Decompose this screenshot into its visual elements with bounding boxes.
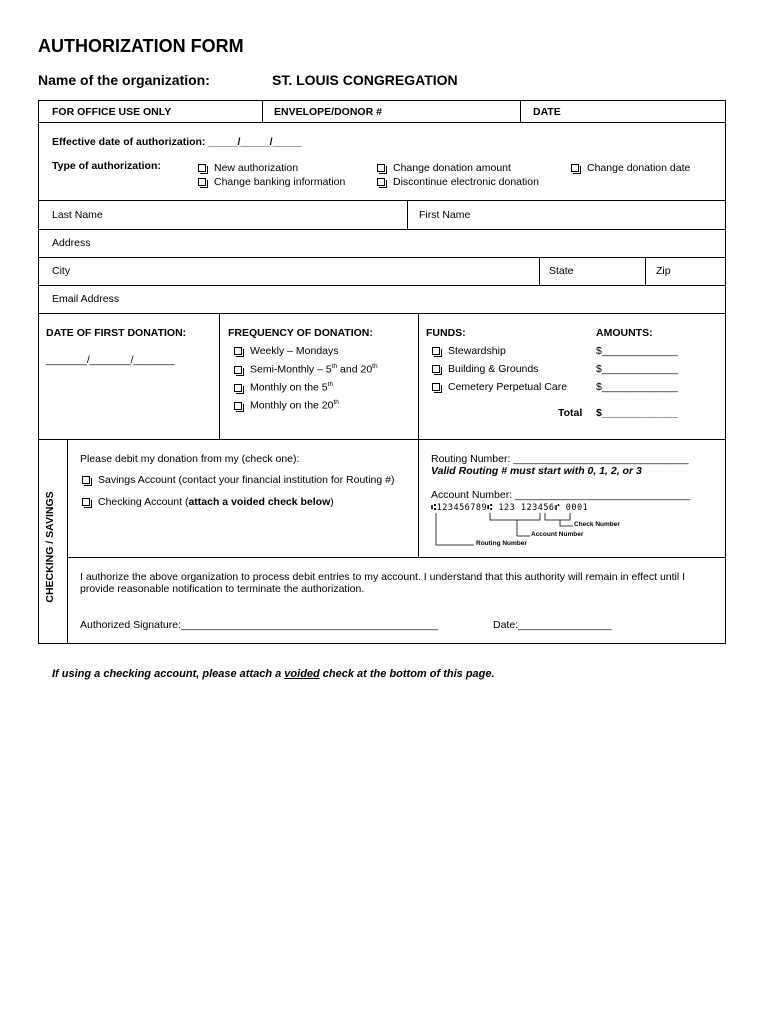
frequency-weekly[interactable]: Weekly – Mondays (234, 345, 339, 357)
checkbox-icon[interactable] (198, 164, 206, 172)
checkbox-icon[interactable] (377, 178, 385, 186)
org-label: Name of the organization: (38, 72, 210, 88)
routing-number-field[interactable]: Routing Number: ______________________________ (431, 453, 689, 465)
amount-cemetery-field[interactable]: $_____________ (596, 381, 678, 393)
authorization-statement: I authorize the above organization to process debit entries to my account. I understand that this authority will remain in effect until I provide reasonable notification to terminate the authorization. (80, 571, 686, 595)
amounts-label: AMOUNTS: (596, 327, 653, 339)
routing-note: Valid Routing # must start with 0, 1, 2, or 3 (431, 465, 642, 477)
state-field[interactable]: State (549, 265, 574, 277)
signature-date-field[interactable]: Date:________________ (493, 619, 612, 631)
routing-bracket (436, 513, 474, 545)
office-use-label: FOR OFFICE USE ONLY (52, 106, 172, 118)
signature-field[interactable]: Authorized Signature:____________________________________________ (80, 619, 438, 631)
checkbox-icon[interactable] (234, 366, 242, 374)
micr-sample: ⑆123456789⑆ 123 123456⑈ 0001 (431, 503, 589, 513)
fund-building-grounds[interactable]: Building & Grounds (432, 363, 538, 375)
savings-account-option[interactable]: Savings Account (contact your financial institution for Routing #) (82, 474, 395, 486)
checkbox-icon[interactable] (432, 383, 440, 391)
funds-label: FUNDS: (426, 327, 466, 339)
option-change-banking[interactable]: Change banking information (198, 176, 345, 188)
checking-savings-label: CHECKING / SAVINGS (44, 491, 56, 603)
office-date-field[interactable]: DATE (533, 106, 561, 118)
first-donation-label: DATE OF FIRST DONATION: (46, 327, 187, 339)
checkbox-icon[interactable] (82, 498, 90, 506)
checkbox-icon[interactable] (198, 178, 206, 186)
debit-prompt: Please debit my donation from my (check one): (80, 453, 300, 465)
city-field[interactable]: City (52, 265, 71, 277)
fund-cemetery[interactable]: Cemetery Perpetual Care (432, 381, 567, 393)
checkbox-icon[interactable] (432, 365, 440, 373)
total-label: Total (558, 407, 583, 419)
org-name: ST. LOUIS CONGREGATION (272, 72, 458, 88)
checkbox-icon[interactable] (234, 402, 242, 410)
checking-account-option[interactable]: Checking Account (attach a voided check below) (82, 496, 334, 508)
checkbox-icon[interactable] (82, 476, 90, 484)
check-bracket-top (545, 513, 570, 520)
checkbox-icon[interactable] (571, 164, 579, 172)
routing-number-caption: Routing Number (476, 540, 527, 547)
option-discontinue[interactable]: Discontinue electronic donation (377, 176, 539, 188)
checkbox-icon[interactable] (432, 347, 440, 355)
account-number-caption: Account Number (531, 531, 584, 538)
amount-stewardship-field[interactable]: $_____________ (596, 345, 678, 357)
account-number-field[interactable]: Account Number: ______________________________ (431, 489, 691, 501)
option-change-date[interactable]: Change donation date (571, 162, 690, 174)
effective-date-field[interactable]: Effective date of authorization: _____/_____/_____ (52, 136, 302, 148)
checkbox-icon[interactable] (234, 384, 242, 392)
fund-stewardship[interactable]: Stewardship (432, 345, 506, 357)
form-title: AUTHORIZATION FORM (38, 36, 244, 56)
first-donation-date-field[interactable]: _______/_______/_______ (46, 354, 175, 366)
first-name-field[interactable]: First Name (419, 209, 471, 221)
envelope-donor-field[interactable]: ENVELOPE/DONOR # (274, 106, 382, 118)
account-bracket-top (490, 513, 540, 520)
option-change-amount[interactable]: Change donation amount (377, 162, 511, 174)
frequency-semi-monthly[interactable]: Semi-Monthly – 5th and 20th (234, 363, 378, 376)
check-number-caption: Check Number (574, 521, 620, 528)
amount-building-field[interactable]: $_____________ (596, 363, 678, 375)
checkbox-icon[interactable] (377, 164, 385, 172)
checkbox-icon[interactable] (234, 347, 242, 355)
email-field[interactable]: Email Address (52, 293, 120, 305)
frequency-monthly-5[interactable]: Monthly on the 5th (234, 381, 333, 394)
amount-total-field[interactable]: $_____________ (596, 407, 678, 419)
last-name-field[interactable]: Last Name (52, 209, 103, 221)
account-bracket (517, 520, 530, 536)
frequency-label: FREQUENCY OF DONATION: (228, 327, 373, 339)
zip-field[interactable]: Zip (656, 265, 671, 277)
type-label: Type of authorization: (52, 160, 161, 172)
footer-note: If using a checking account, please attach a voided check at the bottom of this page. (52, 668, 495, 680)
address-field[interactable]: Address (52, 237, 91, 249)
frequency-monthly-20[interactable]: Monthly on the 20th (234, 399, 339, 412)
option-new-authorization[interactable]: New authorization (198, 162, 298, 174)
check-bracket (560, 520, 573, 526)
